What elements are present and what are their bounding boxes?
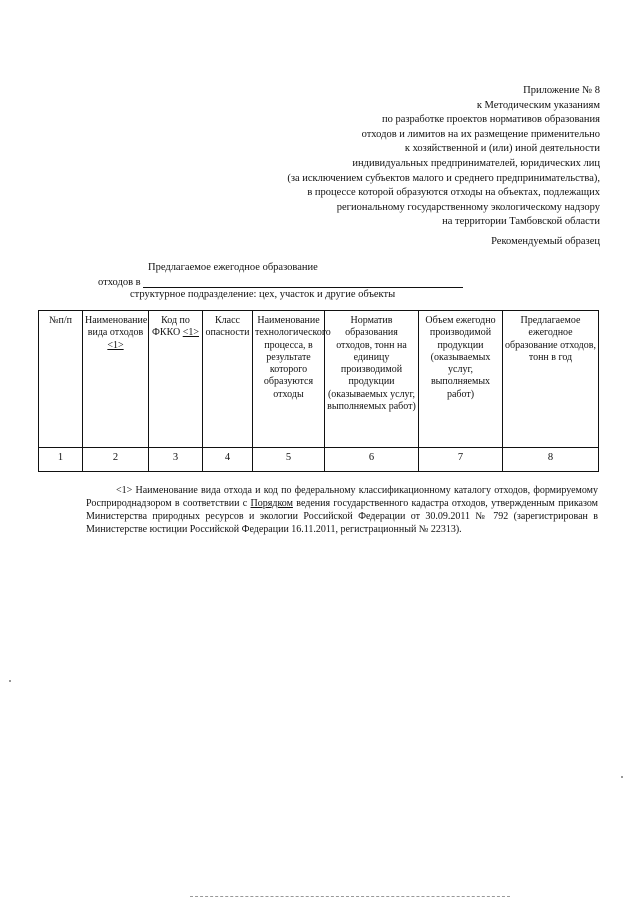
form-subdivision-label: отходов в xyxy=(98,277,141,288)
column-number-cell: 3 xyxy=(149,448,203,472)
recommended-sample-label: Рекомендуемый образец xyxy=(491,236,600,247)
table-number-row xyxy=(39,448,599,472)
header-text: Наименование вида отходов xyxy=(85,315,148,339)
column-number-cell: 4 xyxy=(203,448,253,472)
appendix-line: (за исключением субъектов малого и среднего предпринимательства), xyxy=(287,172,600,184)
appendix-line: в процессе которой образуются отходы на объектах, подлежащих xyxy=(307,187,600,199)
waste-table xyxy=(38,310,599,472)
scan-speck xyxy=(9,680,11,682)
appendix-line: к хозяйственной и (или) иной деятельности xyxy=(404,143,600,155)
header-cell-fkko-code xyxy=(149,311,203,448)
subdivision-blank-line xyxy=(143,276,463,288)
column-number-cell: 8 xyxy=(503,448,599,472)
table-header-row xyxy=(39,311,599,448)
appendix-line: по разработке проектов нормативов образования xyxy=(381,114,600,126)
column-number-cell: 2 xyxy=(83,448,149,472)
column-number-cell: 5 xyxy=(253,448,325,472)
footnote-ref-link[interactable]: <1> xyxy=(182,327,199,339)
form-title: Предлагаемое ежегодное образование xyxy=(148,262,318,273)
footnote xyxy=(86,484,598,536)
footnote-ref-link[interactable]: <1> xyxy=(107,339,124,351)
appendix-line: Приложение № 8 xyxy=(523,85,600,96)
appendix-line: на территории Тамбовской области xyxy=(442,216,600,228)
header-cell-volume: Объем ежегодно производимой продукции (оказываемых услуг, выполняемых работ) xyxy=(419,311,503,448)
procedure-link[interactable]: Порядком xyxy=(250,498,293,509)
header-cell-process-name: Наименование технологического процесса, в результате которого образуются отходы xyxy=(253,311,325,448)
header-cell-hazard-class: Класс опасности xyxy=(203,311,253,448)
appendix-line: региональному государственному экологическому надзору xyxy=(336,201,600,213)
form-subdivision-row xyxy=(98,276,463,288)
header-cell-waste-name xyxy=(83,311,149,448)
appendix-header xyxy=(40,84,600,230)
appendix-line: к Методическим указаниям xyxy=(476,99,600,111)
header-cell-norm: Норматив образования отходов, тонн на единицу производимой продукции (оказываемых услуг, выполняемых работ) xyxy=(325,311,419,448)
form-subdivision-hint: структурное подразделение: цех, участок и другие объекты xyxy=(130,289,396,300)
footnote-text-end: ведения государственного кадастра отходов, утвержденным приказом Министерства природных ресурсов и экологии Российской Федерации от 30.09.2011 № 792 (зарегистрирован в Министерстве юстиции Российской Федерации 16.11.2011, регистрационный № 22313). xyxy=(86,498,598,535)
scan-edge-artifact xyxy=(190,896,510,897)
header-cell-number: №п/п xyxy=(39,311,83,448)
header-cell-proposed: Предлагаемое ежегодное образование отходов, тонн в год xyxy=(503,311,599,448)
footnote-text-start: <1> Наименование вида отхода и код по федеральному классификационному каталогу отходов, формируемому Росприроднадзором в соответствии с xyxy=(86,485,598,509)
appendix-line: индивидуальных предпринимателей, юридических лиц xyxy=(352,157,600,169)
column-number-cell: 7 xyxy=(419,448,503,472)
column-number-cell: 6 xyxy=(325,448,419,472)
column-number-cell: 1 xyxy=(39,448,83,472)
appendix-line: отходов и лимитов на их размещение применительно xyxy=(361,128,600,140)
header-text: Код по ФККО xyxy=(152,315,190,339)
scan-speck xyxy=(621,776,623,778)
